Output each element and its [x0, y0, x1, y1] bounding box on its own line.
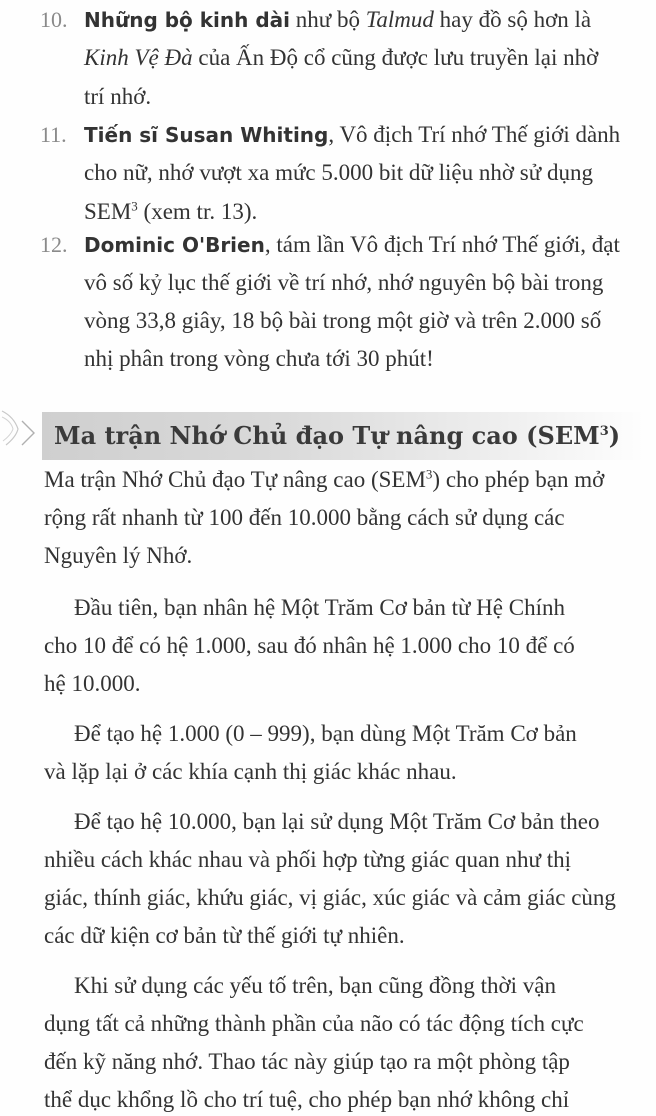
item-line: Dominic O'Brien, tám lần Vô địch Trí nhớ Thế giới, đạt: [84, 232, 620, 257]
paragraph-line: nhiều cách khác nhau và phối hợp từng giác quan như thị: [44, 847, 571, 872]
paragraph-line: Để tạo hệ 10.000, bạn lại sử dụng Một Trăm Cơ bản theo: [74, 809, 600, 834]
item-number: 11.: [40, 122, 67, 147]
item-number: 12.: [40, 232, 68, 257]
item-line: nhị phân trong vòng chưa tới 30 phút!: [84, 346, 434, 371]
item-title: Những bộ kinh dài: [84, 8, 291, 32]
margin-arrow-icon: [0, 403, 40, 463]
paragraph-line: và lặp lại ở các khía cạnh thị giác khác nhau.: [44, 759, 457, 784]
item-title: Tiến sĩ Susan Whiting: [84, 123, 329, 147]
paragraph-line: đến kỹ năng nhớ. Thao tác này giúp tạo ra một phòng tập: [44, 1049, 570, 1074]
paragraph-line: Đầu tiên, bạn nhân hệ Một Trăm Cơ bản từ Hệ Chính: [74, 595, 565, 620]
paragraph-line: thể dục khổng lồ cho trí tuệ, cho phép bạn nhớ không chỉ: [44, 1087, 570, 1112]
item-line: trí nhớ.: [84, 84, 152, 109]
paragraph-line: cho 10 để có hệ 1.000, sau đó nhân hệ 1.000 cho 10 để có: [44, 633, 575, 658]
paragraph-line: Để tạo hệ 1.000 (0 – 999), bạn dùng Một Trăm Cơ bản: [74, 721, 577, 746]
item-title: Dominic O'Brien: [84, 233, 265, 257]
section-heading: Ma trận Nhớ Chủ đạo Tự nâng cao (SEM$^3$): [54, 421, 621, 450]
paragraph-line: dụng tất cả những thành phần của não có tác động tích cực: [44, 1011, 584, 1036]
item-line: Tiến sĩ Susan Whiting, Vô địch Trí nhớ Thế giới dành: [84, 122, 621, 147]
item-line: SEM$^3$ (xem tr. 13).: [84, 198, 258, 224]
paragraph-line: hệ 10.000.: [44, 671, 141, 696]
paragraph-line: giác, thính giác, khứu giác, vị giác, xúc giác và cảm giác cùng: [44, 885, 616, 910]
paragraph-line: Ma trận Nhớ Chủ đạo Tự nâng cao (SEM$^3$) cho phép bạn mở: [44, 466, 605, 492]
item-line: Những bộ kinh dài như bộ Talmud hay đồ sộ hơn là: [84, 7, 592, 32]
item-line: Kinh Vệ Đà của Ấn Độ cổ cũng được lưu truyền lại nhờ: [84, 45, 599, 70]
item-line: vô số kỷ lục thế giới về trí nhớ, nhớ nguyên bộ bài trong: [84, 270, 604, 295]
item-line: cho nữ, nhớ vượt xa mức 5.000 bit dữ liệu nhờ sử dụng: [84, 160, 593, 185]
paragraph-line: Nguyên lý Nhớ.: [44, 543, 193, 568]
paragraph-line: Khi sử dụng các yếu tố trên, bạn cũng đồng thời vận: [74, 973, 556, 998]
item-line: vòng 33,8 giây, 18 bộ bài trong một giờ và trên 2.000 số: [84, 308, 602, 333]
item-number: 10.: [40, 7, 68, 32]
paragraph-line: các dữ kiện cơ bản từ thế giới tự nhiên.: [44, 923, 405, 948]
paragraph-line: rộng rất nhanh từ 100 đến 10.000 bằng cách sử dụng các: [44, 505, 565, 530]
